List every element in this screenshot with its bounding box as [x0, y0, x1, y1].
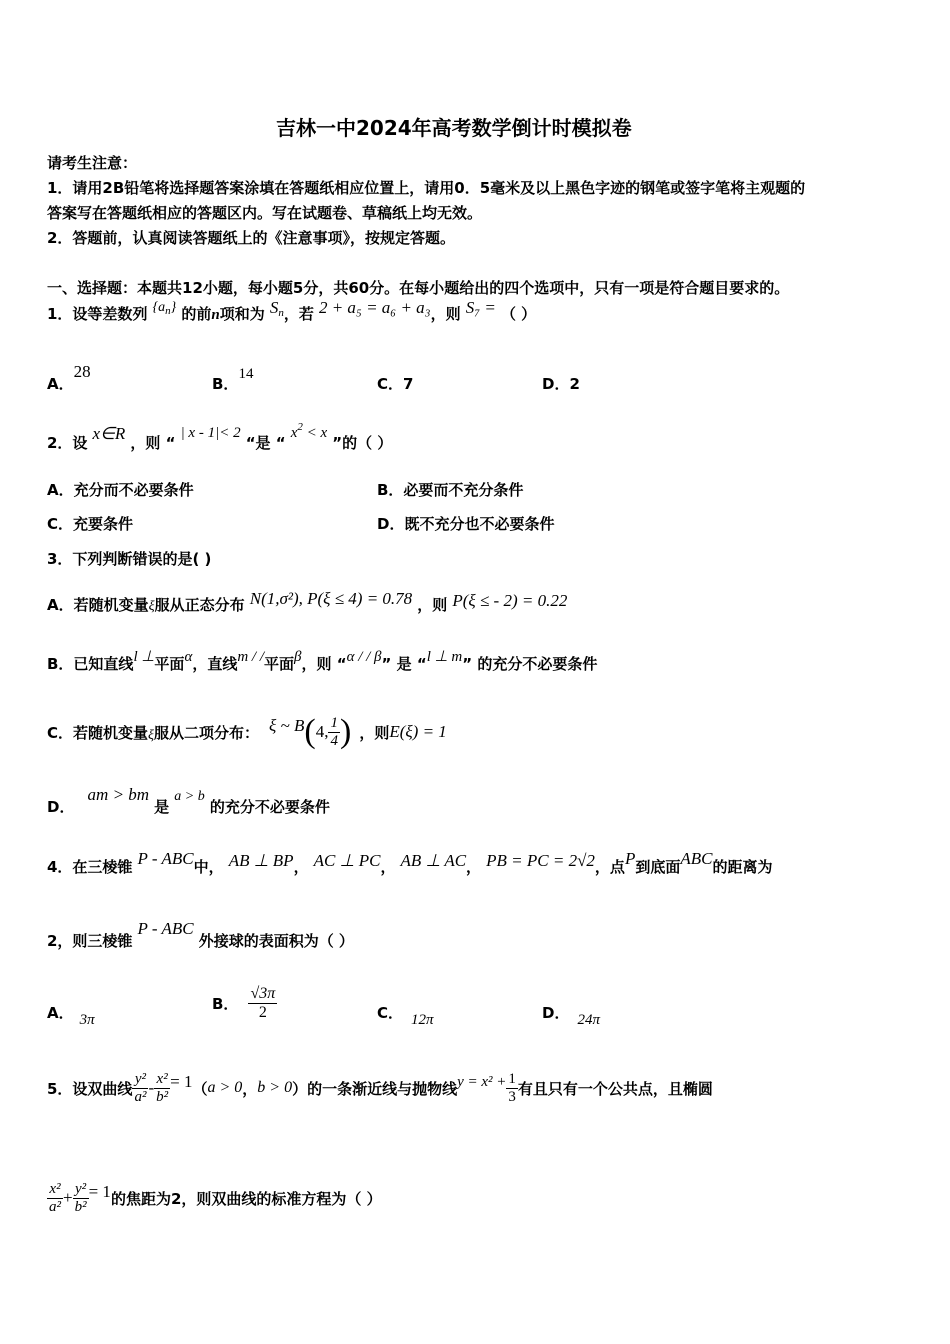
- q1-seq-a: a: [158, 300, 166, 315]
- q3-c-frac-num: 1: [330, 714, 338, 731]
- q3-d-text-1: D．: [47, 798, 75, 816]
- q4-text-10: 外接球的表面积为（ ）: [198, 932, 354, 950]
- q5-math-4: y = x² +: [457, 1073, 507, 1090]
- q1-sequence: $\{a_n\}$: [152, 300, 177, 317]
- q5-frac-1-den: a²: [134, 1088, 147, 1105]
- q5-text-5: 有且只有一个公共点，且椭圆: [517, 1079, 713, 1098]
- q5-frac-1: [132, 1071, 148, 1106]
- q2-text-3: “是 “: [245, 434, 286, 452]
- q3-a-text-3: ，则: [417, 596, 448, 614]
- q1-text-1: 1．设等差数列: [47, 305, 148, 323]
- q5-eq-1: = 1: [170, 1072, 193, 1091]
- q3-d-math-1: am > bm: [87, 785, 150, 804]
- q4-option-a-label: A．: [47, 1004, 74, 1022]
- q1-option-b: [212, 366, 254, 394]
- q2-text-1: 2．设: [47, 434, 88, 452]
- q4-math-4: AB ⊥ AC: [400, 851, 467, 870]
- q3-c-math-2: 4,: [315, 722, 329, 741]
- q1-sum-n: n: [278, 307, 284, 319]
- q1-option-a: [47, 362, 91, 394]
- q3-d-math-2: a > b: [174, 789, 205, 804]
- q5-frac-4-num: x²: [47, 1181, 63, 1199]
- q4-option-a: [47, 1002, 95, 1028]
- q4-math-1: P - ABC: [137, 849, 194, 868]
- q3-b-math-3: m / /: [237, 649, 264, 665]
- q5-frac-5: [73, 1181, 89, 1216]
- q3-c-text-1: C．若随机变量: [47, 723, 149, 742]
- notice-heading: 请考生注意：: [47, 154, 138, 172]
- q3-a-xi: ξ: [148, 599, 155, 614]
- q5-text-4: ）的一条渐近线与抛物线: [292, 1079, 458, 1098]
- q1-option-b-value: 14: [238, 366, 254, 382]
- q3-c-text-2: 服从二项分布：: [154, 723, 260, 742]
- q1-seq-n: n: [165, 305, 171, 317]
- q1-sum: [270, 298, 284, 317]
- q5-math-2: a > 0: [207, 1079, 243, 1096]
- q3-c-paren-right: ): [339, 713, 352, 750]
- q3-b-math-2: α: [184, 649, 193, 665]
- q1-sum-s: S: [269, 298, 279, 317]
- q3-a-text-2: 服从正态分布: [154, 596, 245, 614]
- q3-b-text-7: ” 的充分不必要条件: [462, 655, 598, 673]
- q5-frac-1-num: y²: [132, 1071, 148, 1089]
- q2-cond-1: | x - 1|< 2: [180, 425, 241, 441]
- q4-option-b-label: B．: [212, 994, 239, 1013]
- q1-condition: 2 + a₅ = a₆ + a₃: [318, 298, 431, 317]
- q5-frac-2-den: b²: [156, 1088, 169, 1105]
- q3-a-math-1: N(1,σ²), P(ξ ≤ 4) = 0.78: [249, 589, 413, 608]
- q5-frac-5-den: b²: [74, 1198, 87, 1215]
- q4-math-5: PB = PC = 2√2: [486, 851, 595, 870]
- q3-c-fraction: [328, 715, 340, 750]
- q2-text-2: ，则 “: [130, 434, 176, 452]
- question-1: [47, 298, 537, 325]
- q1-text-6: （ ）: [500, 305, 537, 323]
- q3-c-xi: ξ: [148, 728, 155, 743]
- question-4: [47, 849, 773, 877]
- q3-b-text-3: ，直线: [192, 655, 238, 673]
- q3-c-math-3: E(ξ) = 1: [389, 722, 447, 741]
- question-4-cont: [47, 919, 354, 951]
- q4-text-6: ，点: [594, 858, 625, 876]
- question-5: [47, 1060, 713, 1116]
- q4-option-d: [542, 1002, 600, 1028]
- q4-math-9: P - ABC: [137, 919, 194, 938]
- q5-frac-2-num: x²: [154, 1071, 170, 1089]
- q2-domain: x∈R: [92, 424, 126, 443]
- q2-cond-2-x: x: [290, 425, 298, 441]
- q1-option-d: D．2: [542, 375, 580, 393]
- q3-d-text-3: 的充分不必要条件: [209, 798, 330, 816]
- q4-math-2: AB ⊥ BP: [228, 851, 294, 870]
- q3-option-c: [47, 707, 447, 757]
- q3-option-b: [47, 649, 598, 674]
- q3-b-text-2: 平面: [154, 655, 185, 673]
- q3-c-paren-left: (: [304, 713, 316, 750]
- q3-c-math-1: ξ ~ B: [269, 716, 305, 735]
- q5-minus: -: [148, 1078, 155, 1097]
- page-title: 吉林一中2024年高考数学倒计时模拟卷: [276, 116, 632, 140]
- notice-line-1b: 答案写在答题纸相应的答题区内。写在试题卷、草稿纸上均无效。: [47, 204, 483, 222]
- q2-option-c: C．充要条件: [47, 515, 134, 533]
- section-heading: 一、选择题：本题共12小题，每小题5分，共60分。在每小题给出的四个选项中，只有一项是符合题目要求的。: [47, 279, 790, 297]
- q4-option-c: [377, 1002, 434, 1028]
- q4-option-b-den: 2: [258, 1003, 267, 1021]
- question-5-cont: [47, 1170, 382, 1226]
- q5-frac-3-den: 3: [508, 1088, 516, 1105]
- q3-b-text-4: 平面: [264, 655, 295, 673]
- q3-c-frac-den: 4: [330, 732, 338, 749]
- q3-option-d: [47, 785, 330, 817]
- q5-frac-3: [506, 1071, 518, 1106]
- q5-text-1: 5．设双曲线: [47, 1079, 133, 1098]
- q5-text-2: （: [192, 1079, 208, 1098]
- q1-option-c: C．7: [377, 375, 414, 393]
- q3-option-a: [47, 589, 568, 615]
- notice-line-1: 1．请用2B铅笔将选择题答案涂填在答题纸相应位置上，请用0．5毫米及以上黑色字迹的钢笔或签字笔将主观题的: [47, 179, 806, 197]
- q4-text-8: 的距离为: [712, 858, 773, 876]
- q3-b-math-4: β: [294, 649, 302, 665]
- q1-option-b-label: B．: [212, 375, 239, 393]
- q3-b-math-5: α / / β: [346, 649, 382, 665]
- q1-text-4: ，若: [283, 305, 314, 323]
- q4-text-4: ，: [380, 858, 396, 876]
- q2-cond-2: [290, 421, 328, 441]
- q4-option-b-num: √3π: [250, 984, 276, 1002]
- q5-plus: +: [63, 1188, 73, 1207]
- q3-a-math-2: P(ξ ≤ - 2) = 0.22: [452, 591, 568, 610]
- q5-frac-4-den: a²: [49, 1198, 61, 1215]
- q5-text-6: 的焦距为2，则双曲线的标准方程为（ ）: [110, 1189, 382, 1208]
- q4-option-c-label: C．: [377, 1004, 404, 1022]
- q1-text-2: 的前: [181, 305, 212, 323]
- q4-math-6: P: [624, 849, 636, 868]
- q4-option-d-value: 24π: [577, 1012, 600, 1028]
- q4-text-5: ，: [466, 858, 482, 876]
- q1-target: S₇ =: [465, 298, 496, 317]
- q5-frac-2: [154, 1071, 170, 1106]
- q2-cond-2-exp: 2: [297, 421, 303, 433]
- question-2: [47, 421, 393, 453]
- q1-option-a-label: A．: [47, 375, 74, 393]
- q2-cond-2-rest: < x: [302, 425, 328, 441]
- q3-c-text-3: ，则: [359, 723, 390, 742]
- q2-text-4: ”的（ ）: [332, 434, 393, 452]
- q4-text-2: 中，: [193, 858, 224, 876]
- q2-option-d: D．既不充分也不必要条件: [377, 515, 555, 533]
- q3-b-text-5: ，则 “: [301, 655, 347, 673]
- q3-b-math-1: l ⊥: [133, 649, 155, 665]
- q2-option-b: B．必要而不充分条件: [377, 481, 524, 499]
- q3-stem: 3．下列判断错误的是( ): [47, 550, 212, 568]
- q4-text-1: 4．在三棱锥: [47, 858, 133, 876]
- q3-b-text-1: B．已知直线: [47, 655, 134, 673]
- q4-math-7: ABC: [680, 849, 713, 868]
- q1-text-5: ，则: [430, 305, 461, 323]
- q4-option-c-value: 12π: [411, 1012, 434, 1028]
- q5-frac-4: [47, 1181, 63, 1216]
- q1-text-3: 项和为: [219, 305, 265, 323]
- q4-option-b-fraction: [248, 985, 277, 1022]
- q4-option-a-value: 3π: [79, 1012, 95, 1028]
- q5-eq-2: = 1: [88, 1182, 111, 1201]
- q3-a-text-1: A．若随机变量: [47, 596, 149, 614]
- q1-option-a-value: 28: [73, 362, 91, 381]
- q3-d-text-2: 是: [154, 798, 170, 816]
- q5-text-3: ，: [242, 1079, 258, 1098]
- q3-b-math-6: l ⊥ m: [426, 649, 463, 665]
- q4-option-d-label: D．: [542, 1004, 570, 1022]
- q5-math-3: b > 0: [257, 1079, 293, 1096]
- q4-option-b: [212, 975, 277, 1031]
- notice-line-2: 2．答题前，认真阅读答题纸上的《注意事项》，按规定答题。: [47, 229, 455, 247]
- q4-text-9: 2，则三棱锥: [47, 932, 133, 950]
- q3-b-text-6: ” 是 “: [381, 655, 427, 673]
- q5-frac-5-num: y²: [73, 1181, 89, 1199]
- q4-text-3: ，: [293, 858, 309, 876]
- q2-option-a: A．充分而不必要条件: [47, 481, 194, 499]
- q4-math-3: AC ⊥ PC: [313, 851, 381, 870]
- q1-n: n: [211, 307, 220, 323]
- q4-text-7: 到底面: [635, 858, 681, 876]
- q5-frac-3-num: 1: [508, 1070, 516, 1087]
